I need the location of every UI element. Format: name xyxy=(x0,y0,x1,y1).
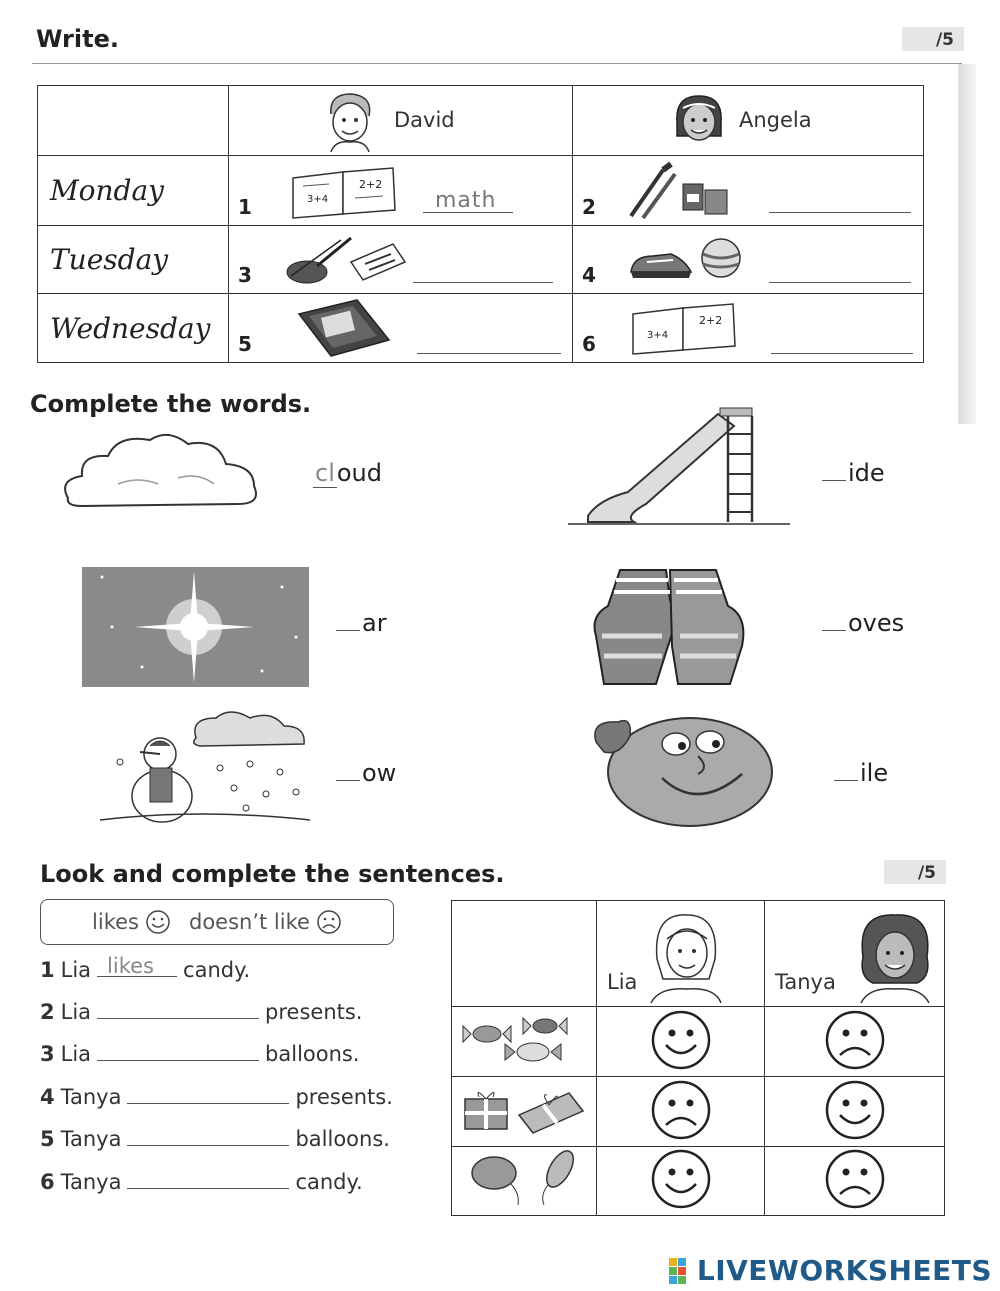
wordbox-doesnt-like: doesn’t like xyxy=(189,910,310,934)
word-prefix[interactable] xyxy=(822,610,846,631)
candy-icon xyxy=(461,1012,587,1068)
star-icon xyxy=(82,567,309,687)
cell-1 xyxy=(229,156,573,226)
header-empty-cell xyxy=(38,86,229,156)
word-prefix[interactable] xyxy=(822,460,846,481)
happy-face-icon xyxy=(824,1079,886,1141)
day-wednesday: Wednesday xyxy=(38,294,229,363)
word-gloves xyxy=(822,609,904,637)
header-tanya xyxy=(765,901,945,1007)
word-prefix[interactable] xyxy=(336,760,360,781)
wordbox-likes: likes xyxy=(92,910,139,934)
sentence-object: candy. xyxy=(183,958,251,982)
word-smile xyxy=(834,759,888,787)
girl-face-icon xyxy=(671,92,727,152)
happy-face-icon xyxy=(650,1009,712,1071)
sad-face-icon xyxy=(316,909,342,935)
header-lia xyxy=(597,901,765,1007)
item-number: 4 xyxy=(582,263,596,287)
svg-text:2+2: 2+2 xyxy=(359,178,383,191)
violin-music-icon xyxy=(281,232,411,288)
cell-2 xyxy=(573,156,924,226)
answer-line xyxy=(769,212,911,213)
likes-table xyxy=(451,900,945,1216)
cloud-icon xyxy=(58,428,268,512)
english-book-icon xyxy=(293,298,393,360)
sentence-2 xyxy=(40,1000,362,1024)
smile-icon xyxy=(586,712,786,828)
happy-face-icon xyxy=(145,909,171,935)
balloons-icon xyxy=(464,1149,584,1209)
sentence-name: Tanya xyxy=(60,1085,122,1109)
word-prefix[interactable]: cl xyxy=(315,459,335,487)
sentence-number: 6 xyxy=(40,1170,55,1194)
cell-4 xyxy=(573,226,924,294)
day-tuesday: Tuesday xyxy=(38,226,229,294)
item-number: 2 xyxy=(582,195,596,219)
sad-face-icon xyxy=(650,1079,712,1141)
sentence-name: Lia xyxy=(60,1042,92,1066)
scrollbar-shadow xyxy=(958,64,976,424)
sentence-3 xyxy=(40,1042,360,1066)
word-prefix[interactable] xyxy=(834,760,858,781)
section3-score: /5 xyxy=(884,860,946,884)
row-balloons xyxy=(452,1147,597,1216)
snow-icon xyxy=(100,708,310,826)
word-suffix: ile xyxy=(860,759,889,787)
sentence-object: balloons. xyxy=(265,1042,360,1066)
section3-title: Look and complete the sentences. xyxy=(40,860,505,888)
cell-lia-balloons xyxy=(597,1147,765,1216)
cell-3 xyxy=(229,226,573,294)
word-suffix: oves xyxy=(848,609,905,637)
section1-title: Write. xyxy=(36,25,119,53)
boy-face-icon xyxy=(321,90,379,152)
word-prefix[interactable] xyxy=(336,610,360,631)
sentence-6 xyxy=(40,1170,363,1194)
item-number: 1 xyxy=(238,195,252,219)
math-book-icon xyxy=(629,300,739,356)
sentence-name: Lia xyxy=(60,1000,92,1024)
answer-line xyxy=(417,353,561,354)
cell-tanya-candy xyxy=(765,1007,945,1077)
lia-label: Lia xyxy=(607,970,638,994)
sentence-name: Tanya xyxy=(60,1127,122,1151)
gloves-icon xyxy=(590,566,760,690)
section2-title: Complete the words. xyxy=(30,390,312,418)
sentence-object: candy. xyxy=(295,1170,363,1194)
svg-text:2+2: 2+2 xyxy=(699,314,723,327)
divider xyxy=(32,63,962,64)
sentence-blank[interactable] xyxy=(97,954,177,978)
row-presents xyxy=(452,1077,597,1147)
sentence-blank[interactable] xyxy=(127,1170,289,1189)
section1-score: /5 xyxy=(902,27,964,51)
tanya-label: Tanya xyxy=(775,970,836,994)
svg-text:3+4: 3+4 xyxy=(307,194,329,205)
word-snow xyxy=(336,759,396,787)
paint-icon xyxy=(623,160,733,222)
slide-icon xyxy=(568,404,790,528)
sentence-object: presents. xyxy=(265,1000,363,1024)
tanya-face-icon xyxy=(857,911,933,1003)
sentence-blank[interactable] xyxy=(97,1042,259,1061)
sentence-number: 1 xyxy=(40,958,55,982)
answer-line xyxy=(771,353,913,354)
sentence-1 xyxy=(40,954,251,982)
david-label: David xyxy=(394,108,455,132)
sentence-4 xyxy=(40,1085,393,1109)
sentence-blank[interactable] xyxy=(127,1085,289,1104)
header-david xyxy=(229,86,573,156)
schedule-table xyxy=(37,85,924,363)
math-book-icon xyxy=(289,164,399,220)
sentence-blank[interactable] xyxy=(97,1000,259,1019)
answer-line xyxy=(413,282,553,283)
word-suffix: ar xyxy=(362,609,387,637)
word-suffix: oud xyxy=(336,459,383,487)
day-monday: Monday xyxy=(38,156,229,226)
brand-text: LIVEWORKSHEETS xyxy=(696,1254,992,1287)
sentence-number: 3 xyxy=(40,1042,55,1066)
cell-tanya-balloons xyxy=(765,1147,945,1216)
row-candy xyxy=(452,1007,597,1077)
cell-lia-candy xyxy=(597,1007,765,1077)
svg-text:3+4: 3+4 xyxy=(647,330,669,341)
cell-tanya-presents xyxy=(765,1077,945,1147)
sentence-5 xyxy=(40,1127,390,1151)
liveworksheets-logo[interactable] xyxy=(669,1254,992,1287)
sentence-answer: likes xyxy=(107,954,154,978)
answer-1[interactable]: math xyxy=(435,188,497,213)
sentence-name: Lia xyxy=(60,958,92,982)
item-number: 6 xyxy=(582,332,596,356)
presents-icon xyxy=(461,1085,587,1135)
word-suffix: ide xyxy=(848,459,885,487)
sentence-object: presents. xyxy=(295,1085,393,1109)
answer-line xyxy=(769,282,911,283)
cell-lia-presents xyxy=(597,1077,765,1147)
sneakers-ball-icon xyxy=(627,236,747,284)
word-slide xyxy=(822,459,885,487)
sad-face-icon xyxy=(824,1148,886,1210)
sentence-object: balloons. xyxy=(295,1127,390,1151)
header-empty-cell xyxy=(452,901,597,1007)
cell-6 xyxy=(573,294,924,363)
sentence-number: 2 xyxy=(40,1000,55,1024)
sentence-number: 5 xyxy=(40,1127,55,1151)
word-box xyxy=(40,899,394,945)
logo-icon xyxy=(669,1258,695,1284)
word-star xyxy=(336,609,387,637)
word-suffix: ow xyxy=(362,759,397,787)
cell-5 xyxy=(229,294,573,363)
lia-face-icon xyxy=(649,909,723,1003)
sentence-number: 4 xyxy=(40,1085,55,1109)
word-cloud xyxy=(313,459,382,488)
item-number: 3 xyxy=(238,263,252,287)
angela-label: Angela xyxy=(739,108,812,132)
item-number: 5 xyxy=(238,332,252,356)
sentence-blank[interactable] xyxy=(127,1127,289,1146)
sentence-name: Tanya xyxy=(60,1170,122,1194)
sad-face-icon xyxy=(824,1009,886,1071)
header-angela xyxy=(573,86,924,156)
happy-face-icon xyxy=(650,1148,712,1210)
